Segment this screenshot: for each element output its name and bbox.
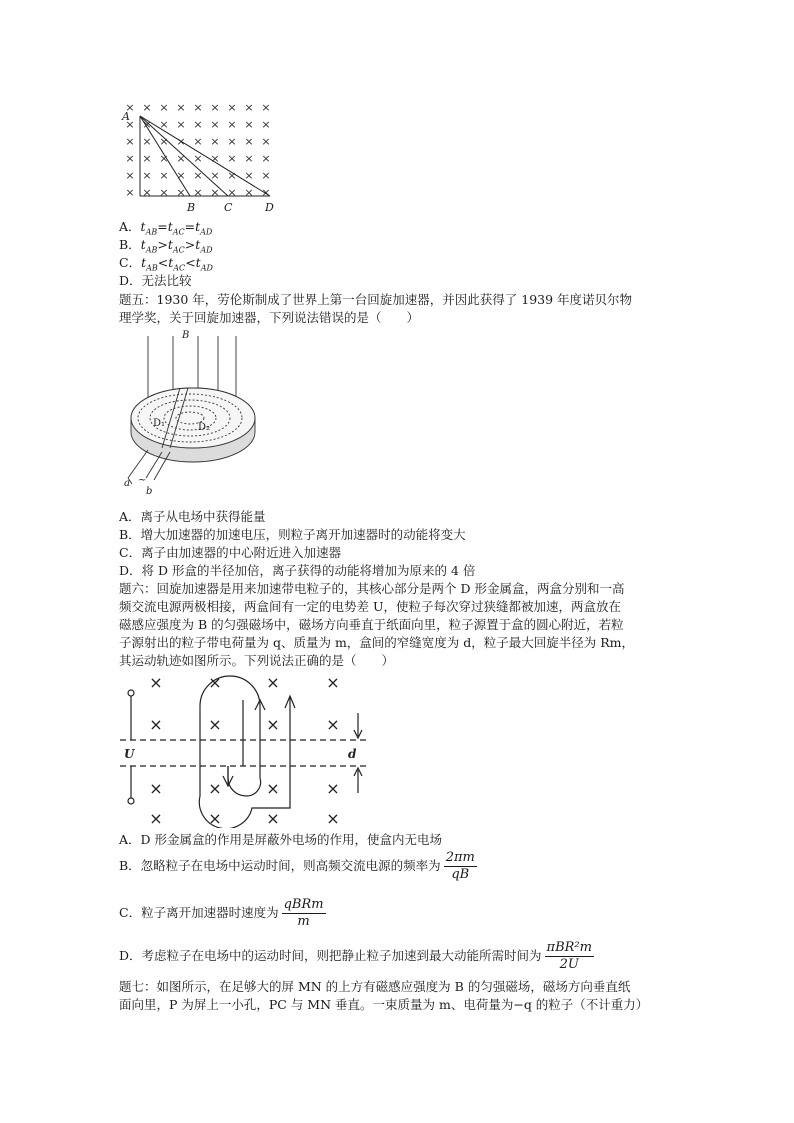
svg-text:×: × [326,715,340,734]
svg-text:×: × [208,673,222,692]
svg-text:×: × [326,779,340,798]
voltage-u-label: U [124,747,135,761]
svg-text:×: × [261,135,271,148]
q6-option-a: A．D 形金属盒的作用是屏蔽外电场的作用，使盒内无电场 [119,832,443,847]
svg-text:×: × [159,169,169,182]
svg-text:×: × [208,715,222,734]
svg-text:×: × [159,101,169,114]
svg-text:×: × [193,118,203,131]
terminal-b-label: b [146,486,153,496]
svg-text:×: × [266,715,280,734]
svg-text:×: × [149,673,163,692]
svg-text:×: × [142,118,152,131]
svg-text:×: × [193,152,203,165]
svg-text:×: × [142,152,152,165]
terminal-a-label: a [124,478,130,489]
svg-text:×: × [210,169,220,182]
svg-text:×: × [266,673,280,692]
q7-stem-line2: 面向里，P 为屏上一小孔，PC 与 MN 垂直。一束质量为 m、电荷量为−q 的粒子（不计重力） [119,997,649,1012]
svg-text:×: × [244,169,254,182]
velocity-fraction: $\frac{\text{qBRm}}{m}$ [283,897,324,929]
point-a-label: A [122,110,130,123]
svg-text:×: × [244,118,254,131]
q7-stem-line1: 题七：如图所示，在足够大的屏 MN 的上方有磁感应强度为 B 的匀强磁场，磁场方向垂直纸 [119,979,631,994]
svg-text:×: × [193,135,203,148]
svg-text:×: × [149,809,163,828]
d2-label: D₂ [198,422,211,433]
svg-text:×: × [149,715,163,734]
q6-stem-line2: 频交流电源两极相接，两盒间有一定的电势差 U，使粒子每次穿过狭缝都被加速，两盒放在 [119,599,622,614]
q4-option-c: C．$t_{AB}<t_{AC}<t_{AD}$ [119,255,213,273]
svg-text:×: × [125,101,135,114]
q5-option-d: D．将 D 形盒的半径加倍，离子获得的动能将增加为原来的 4 倍 [119,563,476,578]
q5-option-b: B．增大加速器的加速电压，则粒子离开加速器时的动能将变大 [119,527,466,542]
svg-text:×: × [142,101,152,114]
point-c-label: C [224,201,233,214]
svg-text:×: × [227,118,237,131]
svg-text:×: × [261,152,271,165]
svg-text:×: × [261,118,271,131]
q6-option-d: D．考虑粒子在电场中的运动时间，则把静止粒子加速到最大动能所需时间为 $\frac{\text{πBR²m}}{2U}$ [119,940,592,972]
svg-text:×: × [142,186,152,199]
q6-option-c: C．粒子离开加速器时速度为 $\frac{\text{qBRm}}{m}$ [119,897,324,929]
q6-stem-line4: 子源射出的粒子带电荷量为 q、质量为 m，盒间的窄缝宽度为 d，粒子最大回旋半径为 Rm， [119,635,635,650]
svg-text:×: × [176,135,186,148]
svg-text:×: × [266,779,280,798]
svg-text:×: × [261,186,271,199]
field-slope-figure [118,98,288,216]
svg-text:×: × [266,809,280,828]
gap-d-label: d [348,747,357,761]
svg-text:×: × [208,779,222,798]
svg-text:×: × [142,135,152,148]
point-b-label: B [187,201,196,214]
svg-text:×: × [125,118,135,131]
svg-text:×: × [227,135,237,148]
svg-text:×: × [176,169,186,182]
q5-option-a: A．离子从电场中获得能量 [119,509,266,524]
svg-text:×: × [227,101,237,114]
q4-option-a: A．$t_{AB}=t_{AC}=t_{AD}$ [119,219,213,237]
cyclotron-3d-figure [118,328,258,496]
q4-option-d: D．无法比较 [119,273,192,288]
svg-text:×: × [326,809,340,828]
svg-text:×: × [159,135,169,148]
svg-text:×: × [125,169,135,182]
q6-stem-line1: 题六：回旋加速器是用来加速带电粒子的，其核心部分是两个 D 形金属盒，两盒分别和一高 [119,581,625,596]
q6-option-b: B．忽略粒子在电场中运动时间，则高频交流电源的频率为 $\frac{2\pi m}{qB}$ [119,850,475,882]
svg-text:×: × [210,186,220,199]
svg-text:×: × [261,169,271,182]
svg-text:×: × [176,152,186,165]
svg-text:×: × [227,169,237,182]
svg-text:×: × [244,135,254,148]
q6-stem-line3: 磁感应强度为 B 的匀强磁场中，磁场方向垂直于纸面向里，粒子源置于盒的圆心附近，若粒 [119,617,624,632]
svg-text:×: × [159,152,169,165]
svg-text:×: × [210,101,220,114]
svg-text:×: × [176,118,186,131]
q4-option-b: B．$t_{AB}>t_{AC}>t_{AD}$ [119,237,213,255]
svg-text:×: × [176,101,186,114]
svg-text:×: × [193,101,203,114]
svg-text:×: × [227,152,237,165]
svg-text:×: × [210,135,220,148]
cyclotron-trajectory-figure [118,668,378,828]
svg-text:×: × [210,118,220,131]
svg-text:×: × [159,186,169,199]
svg-text:×: × [244,152,254,165]
d1-label: D₁ [153,418,166,429]
svg-text:×: × [193,169,203,182]
svg-text:×: × [125,152,135,165]
svg-text:×: × [244,101,254,114]
time-fraction: $\frac{\text{πBR²m}}{2U}$ [546,940,592,972]
svg-text:×: × [210,152,220,165]
q6-stem-line5: 其运动轨迹如图所示。下列说法正确的是（ ） [119,653,395,668]
svg-text:×: × [149,779,163,798]
cross-grid [125,101,270,199]
svg-text:×: × [326,673,340,692]
frequency-fraction: $\frac{2\pi m}{qB}$ [445,850,475,882]
svg-text:×: × [193,186,203,199]
svg-text:×: × [227,186,237,199]
svg-text:×: × [125,135,135,148]
q5-option-c: C．离子由加速器的中心附近进入加速器 [119,545,342,560]
field-b-label: B [182,330,190,341]
svg-text:×: × [261,101,271,114]
point-d-label: D [265,201,274,214]
svg-text:×: × [125,186,135,199]
q5-stem-line1: 题五：1930 年，劳伦斯制成了世界上第一台回旋加速器，并因此获得了 1939 年度诺贝尔物 [119,292,633,307]
svg-text:×: × [159,118,169,131]
ac-symbol: ~ [138,475,147,486]
svg-text:×: × [176,186,186,199]
svg-text:×: × [208,809,222,828]
q5-stem-line2: 理学奖，关于回旋加速器，下列说法错误的是（ ） [119,310,420,325]
svg-text:×: × [244,186,254,199]
svg-text:×: × [142,169,152,182]
